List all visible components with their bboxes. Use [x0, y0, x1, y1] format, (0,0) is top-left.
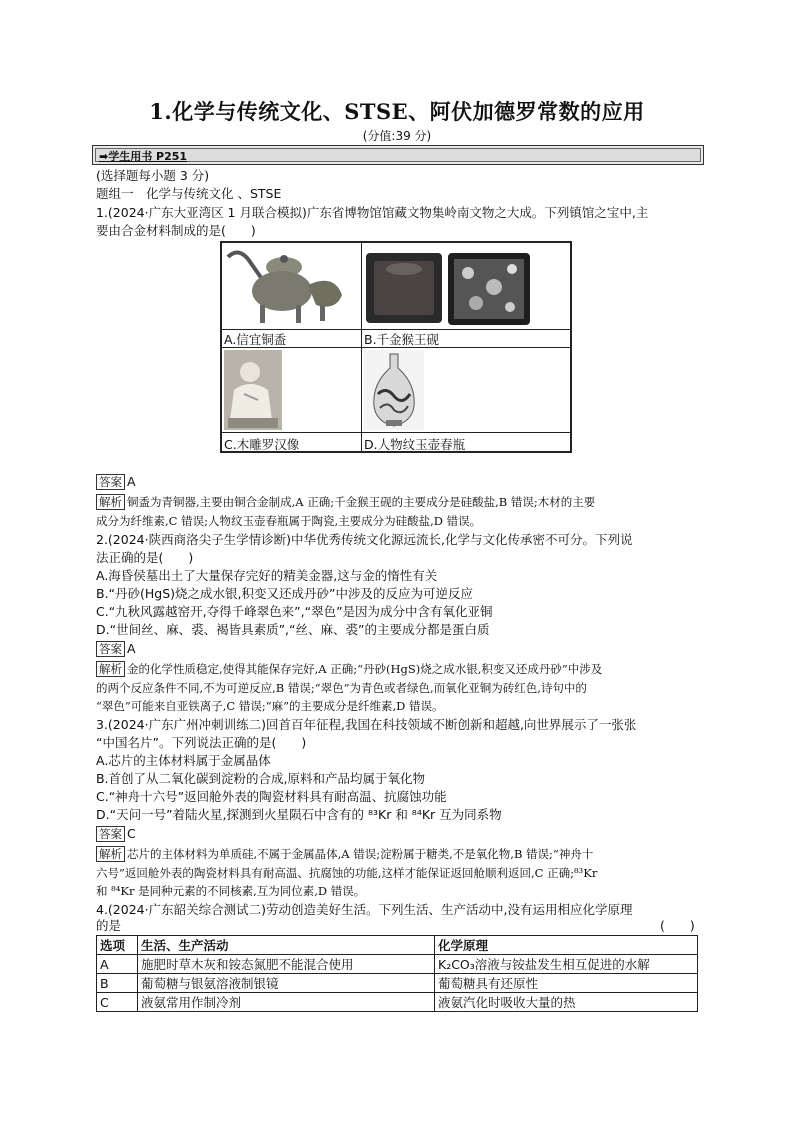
- table-cell: A: [97, 955, 138, 974]
- caption-a: A.信宜铜盉: [224, 332, 287, 347]
- q1-stem-line1: 1.(2024·广东大亚湾区 1 月联合模拟)广东省博物馆馆藏文物集岭南文物之大成。下列镇馆之宝中,主: [96, 205, 649, 220]
- q1-image-table: [220, 241, 572, 453]
- table-row: [97, 974, 698, 993]
- table-cell: K₂CO₃溶液与铵盐发生相互促进的水解: [435, 955, 698, 974]
- table-row: [97, 955, 698, 974]
- table-cell: 液氨汽化时吸收大量的热: [435, 993, 698, 1012]
- q3-option-c: C.“神舟十六号”返回舱外表的陶瓷材料具有耐高温、抗腐蚀功能: [96, 789, 447, 804]
- bronze-vessel-photo: [224, 245, 358, 327]
- q2-option-c: C.“九秋风露越窑开,夺得千峰翠色来”,“翠色”是因为成分中含有氧化亚铜: [96, 604, 493, 619]
- q4-option-table: [96, 935, 698, 1012]
- wood-statue-photo: [224, 350, 282, 430]
- q3-stem-line2: “中国名片”。下列说法正确的是( ): [96, 735, 307, 750]
- q4-stem-line1: 4.(2024·广东韶关综合测试二)劳动创造美好生活。下列生活、生产活动中,没有运用相应化学原理: [96, 902, 633, 917]
- q4-stem-line2: 的是: [96, 918, 122, 933]
- explain-tag: 解析: [96, 846, 125, 862]
- q2-stem-line2: 法正确的是( ): [96, 550, 194, 565]
- table-cell: B: [97, 974, 138, 993]
- table-cell: 施肥时草木灰和铵态氮肥不能混合使用: [138, 955, 435, 974]
- q2-option-d: D.“世间丝、麻、裘、褐皆具素质”,“丝、麻、裘”的主要成分都是蛋白质: [96, 622, 490, 637]
- q3-explain-line2: 六号”返回舱外表的陶瓷材料具有耐高温、抗腐蚀的功能,这样才能保证返回舱顺利返回,C 正确;⁸³Kr: [96, 866, 598, 880]
- table-cell: 葡萄糖具有还原性: [435, 974, 698, 993]
- q2-answer: [96, 640, 136, 658]
- table-header-cell: 化学原理: [435, 936, 698, 955]
- intro-note: (选择题每小题 3 分): [96, 168, 210, 183]
- q2-option-b: B.“丹砂(HgS)烧之成水银,积变又还成丹砂”中涉及的反应为可逆反应: [96, 586, 473, 601]
- answer-tag: 答案: [96, 641, 125, 657]
- answer-tag: 答案: [96, 474, 125, 490]
- section-bar: [92, 145, 704, 165]
- table-header-cell: 选项: [97, 936, 138, 955]
- q3-option-b: B.首创了从二氧化碳到淀粉的合成,原料和产品均属于氧化物: [96, 771, 426, 786]
- q3-option-a: A.芯片的主体材料属于金属晶体: [96, 753, 271, 768]
- caption-b: B.千金猴王砚: [364, 332, 440, 347]
- q3-stem-line1: 3.(2024·广东广州冲刺训练二)回首百年征程,我国在科技领域不断创新和超越,向世界展示了一张张: [96, 717, 637, 732]
- q2-explain-line3: “翠色”可能来自亚铁离子,C 错误;“麻”的主要成分是纤维素,D 错误。: [96, 699, 444, 713]
- score-note: (分值:39 分): [362, 129, 432, 143]
- group-heading: 题组一 化学与传统文化 、STSE: [96, 186, 282, 201]
- answer-value: A: [127, 641, 136, 656]
- table-cell: 葡萄糖与银氨溶液制银镜: [138, 974, 435, 993]
- q4-answer-bracket: ( ): [660, 918, 695, 933]
- q2-option-a: A.海昏侯墓出土了大量保存完好的精美金器,这与金的惰性有关: [96, 568, 438, 583]
- answer-value: A: [127, 474, 136, 489]
- explain-tag: 解析: [96, 494, 125, 510]
- inkstone-photo: [364, 247, 532, 327]
- q1-answer: [96, 473, 136, 491]
- table-cell: 液氨常用作制冷剂: [138, 993, 435, 1012]
- q1-stem-line2: 要由合金材料制成的是( ): [96, 223, 256, 238]
- q3-explain-line3: 和 ⁸⁴Kr 是同种元素的不同核素,互为同位素,D 错误。: [96, 884, 366, 898]
- porcelain-vase-photo: [364, 350, 424, 430]
- caption-d: D.人物纹玉壶春瓶: [364, 437, 466, 452]
- q3-answer: [96, 825, 136, 843]
- q2-explain-line2: 的两个反应条件不同,不为可逆反应,B 错误;“翠色”为青色或者绿色,而氧化亚铜为砖红色,诗句中的: [96, 681, 587, 695]
- q2-stem-line1: 2.(2024·陕西商洛尖子生学情诊断)中华优秀传统文化源远流长,化学与文化传承密不可分。下列说: [96, 532, 633, 547]
- q3-option-d: D.“天问一号”着陆火星,探测到火星陨石中含有的 ⁸³Kr 和 ⁸⁴Kr 互为同系物: [96, 807, 502, 822]
- table-header-cell: 生活、生产活动: [138, 936, 435, 955]
- q1-explain-line1: 解析 铜盉为青铜器,主要由铜合金制成,A 正确;千金猴王砚的主要成分是硅酸盐,B 错误;木材的主要: [96, 493, 595, 511]
- q3-explain-line1: 解析 芯片的主体材料为单质硅,不属于金属晶体,A 错误;淀粉属于糖类,不是氧化物,B 错误;“神舟十: [96, 845, 593, 863]
- table-header-row: [97, 936, 698, 955]
- caption-c: C.木雕罗汉像: [224, 437, 300, 452]
- q1-explain-line2: 成分为纤维素,C 错误;人物纹玉壶春瓶属于陶瓷,主要成分为硅酸盐,D 错误。: [96, 514, 482, 528]
- page-title: 1.化学与传统文化、STSE、阿伏加德罗常数的应用: [149, 99, 645, 124]
- table-row: [97, 993, 698, 1012]
- answer-tag: 答案: [96, 826, 125, 842]
- table-cell: C: [97, 993, 138, 1012]
- explain-tag: 解析: [96, 661, 125, 677]
- q2-explain-line1: 解析 金的化学性质稳定,使得其能保存完好,A 正确;“丹砂(HgS)烧之成水银,积变又还成丹砂”中涉及: [96, 660, 602, 678]
- student-book-link[interactable]: ➡学生用书 P251: [99, 150, 188, 163]
- answer-value: C: [127, 826, 136, 841]
